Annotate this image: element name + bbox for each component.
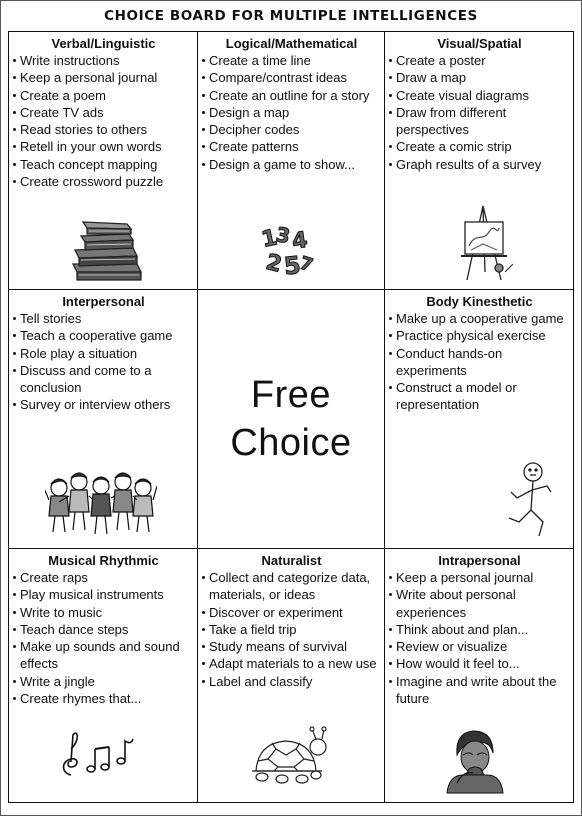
activity-list xyxy=(13,310,194,414)
activity-item: Create an outline for a story xyxy=(202,87,381,104)
free-choice-line-1: Free xyxy=(250,374,332,416)
turtle-icon xyxy=(246,725,330,787)
activity-item: Draw a map xyxy=(389,69,570,86)
cell-heading: Visual/Spatial xyxy=(437,36,522,51)
cell-naturalist xyxy=(198,549,385,802)
activity-item: Make up a cooperative game xyxy=(389,310,570,327)
activity-item: Draw from different perspectives xyxy=(389,104,570,139)
books-icon xyxy=(67,220,147,284)
activity-item: Survey or interview others xyxy=(13,396,194,413)
activity-list xyxy=(389,52,570,173)
activity-item: Conduct hands-on experiments xyxy=(389,345,570,380)
activity-item: Create a poem xyxy=(13,87,194,104)
svg-text:1: 1 xyxy=(259,225,280,253)
activity-item: Review or visualize xyxy=(389,638,570,655)
activity-item: Role play a situation xyxy=(13,345,194,362)
activity-item: Study means of survival xyxy=(202,638,381,655)
children-group-icon xyxy=(45,466,157,536)
free-choice xyxy=(198,290,384,548)
activity-list xyxy=(202,569,381,690)
activity-item: Take a field trip xyxy=(202,621,381,638)
cell-heading: Naturalist xyxy=(261,553,322,568)
activity-item: Tell stories xyxy=(13,310,194,327)
activity-item: Create a time line xyxy=(202,52,381,69)
activity-item: Create raps xyxy=(13,569,194,586)
activity-item: Practice physical exercise xyxy=(389,327,570,344)
thinking-person-icon xyxy=(439,725,509,795)
activity-list xyxy=(13,569,194,707)
choice-board-grid xyxy=(8,31,574,803)
svg-text:2: 2 xyxy=(263,249,285,278)
activity-item: Compare/contrast ideas xyxy=(202,69,381,86)
activity-item: Decipher codes xyxy=(202,121,381,138)
activity-item: Create a comic strip xyxy=(389,138,570,155)
activity-item: Design a game to show... xyxy=(202,156,381,173)
activity-item: Teach concept mapping xyxy=(13,156,194,173)
activity-list xyxy=(202,52,381,173)
activity-item: Collect and categorize data, materials, or ideas xyxy=(202,569,381,604)
activity-list xyxy=(389,569,570,707)
cell-body-kinesthetic xyxy=(385,290,573,549)
activity-item: Make up sounds and sound effects xyxy=(13,638,194,673)
activity-list xyxy=(389,310,570,414)
music-notes-icon xyxy=(57,731,137,781)
activity-item: Create visual diagrams xyxy=(389,87,570,104)
cell-logical-mathematical xyxy=(198,32,385,290)
activity-item: Teach a cooperative game xyxy=(13,327,194,344)
cell-free-choice xyxy=(198,290,385,549)
cell-musical-rhythmic xyxy=(9,549,198,802)
cell-heading: Logical/Mathematical xyxy=(225,36,358,51)
cell-heading: Intrapersonal xyxy=(438,553,521,568)
page-title: CHOICE BOARD FOR MULTIPLE INTELLIGENCES xyxy=(104,8,478,24)
activity-item: Construct a model or representation xyxy=(389,379,570,414)
activity-item: Discover or experiment xyxy=(202,604,381,621)
activity-item: Write instructions xyxy=(13,52,194,69)
free-choice-line-2: Choice xyxy=(230,422,352,464)
activity-item: Play musical instruments xyxy=(13,586,194,603)
activity-item: Create patterns xyxy=(202,138,381,155)
svg-text:3: 3 xyxy=(274,222,293,249)
activity-item: How would it feel to... xyxy=(389,655,570,672)
activity-item: Keep a personal journal xyxy=(13,69,194,86)
numbers-icon xyxy=(258,220,322,282)
activity-item: Keep a personal journal xyxy=(389,569,570,586)
activity-item: Label and classify xyxy=(202,673,381,690)
stick-figure-icon xyxy=(503,460,555,542)
activity-item: Retell in your own words xyxy=(13,138,194,155)
svg-text:5: 5 xyxy=(282,250,303,281)
activity-list xyxy=(13,52,194,190)
cell-heading: Verbal/Linguistic xyxy=(51,36,156,51)
activity-item: Write a jingle xyxy=(13,673,194,690)
svg-text:4: 4 xyxy=(290,227,310,255)
activity-item: Write about personal experiences xyxy=(389,586,570,621)
activity-item: Teach dance steps xyxy=(13,621,194,638)
cell-heading: Interpersonal xyxy=(62,294,145,309)
activity-item: Graph results of a survey xyxy=(389,156,570,173)
cell-heading: Body Kinesthetic xyxy=(426,294,533,309)
cell-heading: Musical Rhythmic xyxy=(48,553,159,568)
cell-interpersonal xyxy=(9,290,198,549)
activity-item: Create a poster xyxy=(389,52,570,69)
activity-item: Discuss and come to a conclusion xyxy=(13,362,194,397)
activity-item: Think about and plan... xyxy=(389,621,570,638)
activity-item: Design a map xyxy=(202,104,381,121)
activity-item: Write to music xyxy=(13,604,194,621)
activity-item: Create TV ads xyxy=(13,104,194,121)
activity-item: Adapt materials to a new use xyxy=(202,655,381,672)
activity-item: Create rhymes that... xyxy=(13,690,194,707)
cell-verbal-linguistic xyxy=(9,32,198,290)
activity-item: Create crossword puzzle xyxy=(13,173,194,190)
activity-item: Read stories to others xyxy=(13,121,194,138)
svg-text:7: 7 xyxy=(296,252,316,277)
cell-intrapersonal xyxy=(385,549,573,802)
cell-visual-spatial xyxy=(385,32,573,290)
activity-item: Imagine and write about the future xyxy=(389,673,570,708)
easel-icon xyxy=(453,202,517,282)
